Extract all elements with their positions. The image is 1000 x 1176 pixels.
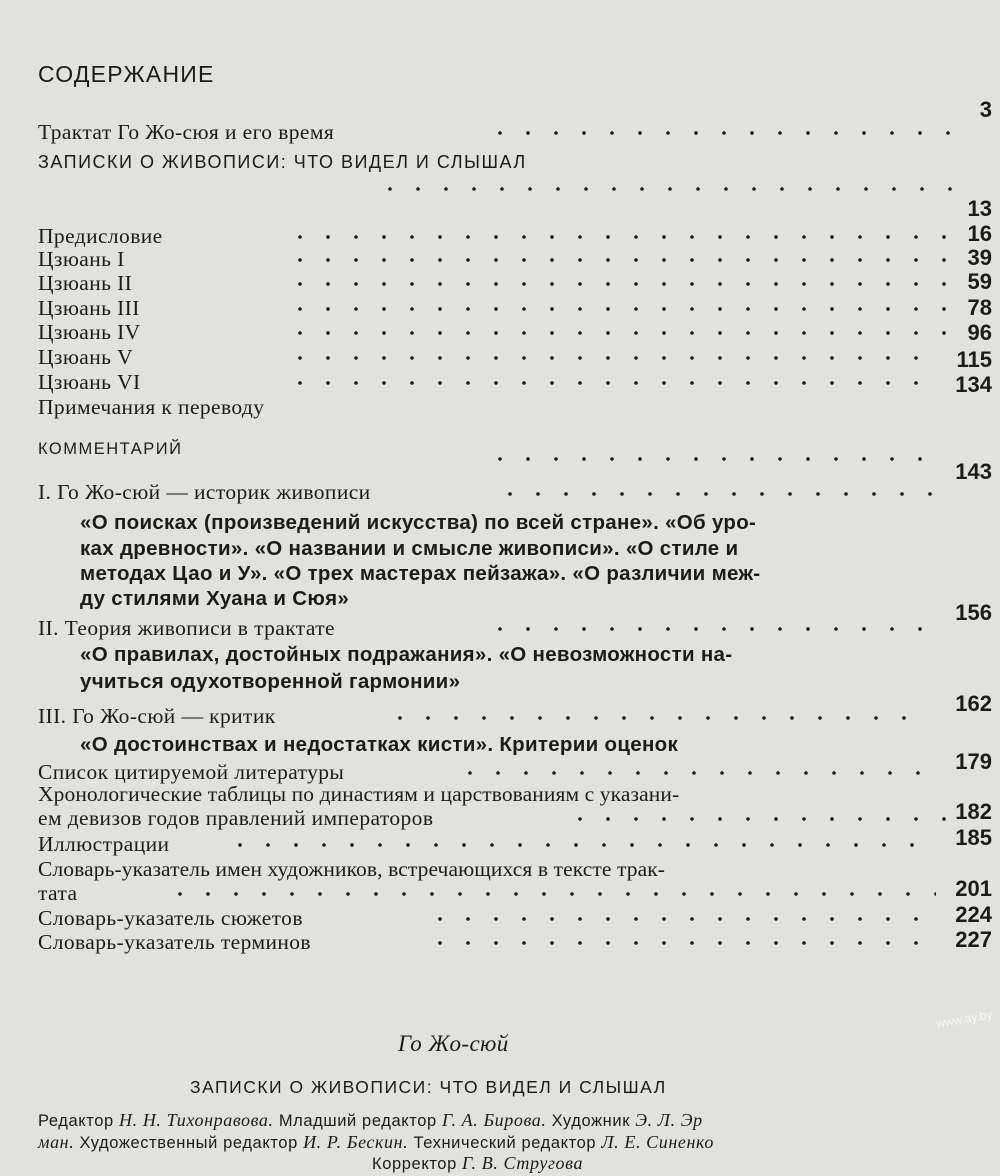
toc-page: 156 [955,600,992,625]
toc-item: Словарь-указатель терминов [38,930,311,954]
toc-page: 162 [955,691,992,716]
toc-page: 134 [955,372,992,397]
toc-item: Цзюань III [38,296,140,320]
imprint-credits-line3: Корректор Г. В. Стругова [372,1153,584,1173]
toc-item: Цзюань VI [38,370,141,394]
toc-page: 182 [955,799,992,824]
toc-page: 96 [967,320,992,345]
toc-item-cont: тата [38,881,78,905]
leader-dots [456,770,936,776]
leader-dots [286,257,956,263]
toc-page: 143 [955,459,992,484]
toc-subline: «О поисках (произведений искусства) по всей стране». «Об уро- [80,511,757,534]
toc-item: Иллюстрации [38,832,170,856]
leader-dots [166,891,936,897]
toc-page: 59 [967,269,992,294]
watermark: www.ay.by [934,1007,993,1031]
toc-page: 185 [955,825,992,850]
part-title: ЗАПИСКИ О ЖИВОПИСИ: ЧТО ВИДЕЛ И СЛЫШАЛ [38,152,527,172]
part-title-comments: КОММЕНТАРИЙ [38,440,183,458]
toc-page: 78 [967,295,992,320]
toc-page: 13 [967,196,992,221]
imprint-credits-line1: Редактор Н. Н. Тихонравова. Младший редактор Г. А. Бирова. Художник Э. Л. Эр [38,1110,703,1130]
imprint-author: Го Жо-сюй [398,1031,509,1056]
leader-dots [286,234,956,240]
toc-item: Цзюань IV [38,320,141,344]
imprint-title: ЗАПИСКИ О ЖИВОПИСИ: ЧТО ВИДЕЛ И СЛЫШАЛ [190,1077,667,1097]
toc-item-notes: Примечания к переводу [38,395,265,419]
leader-dots [486,626,926,632]
toc-item-comment: I. Го Жо-сюй — историк живописи [38,480,371,504]
leader-dots [426,916,926,922]
leader-dots [386,715,926,721]
toc-page: 179 [955,749,992,774]
toc-page: 201 [955,876,992,901]
leader-dots [286,306,956,312]
toc-page: 227 [955,927,992,952]
toc-item: Словарь-указатель имен художников, встречающихся в тексте трак- [38,857,666,881]
leader-dots [286,355,926,361]
imprint-credits-line2: ман. Художественный редактор И. Р. Бескин. Технический редактор Л. Е. Синенко [38,1132,714,1152]
toc-subline: ках древности». «О названии и смысле живописи». «О стиле и [80,537,739,560]
toc-item-preface: Предисловие [38,224,163,248]
toc-subline: методах Цао и У». «О трех мастерах пейзажа». «О различии меж- [80,562,761,585]
toc-item-comment: III. Го Жо-сюй — критик [38,704,276,728]
leader-dots [486,456,926,462]
toc-page: 16 [967,221,992,246]
toc-subline: ду стилями Хуана и Сюя» [80,587,350,610]
toc-item: Словарь-указатель сюжетов [38,906,303,930]
toc-subline: учиться одухотворенной гармонии» [80,670,461,693]
leader-dots [376,186,956,192]
toc-item: Список цитируемой литературы [38,760,345,784]
toc-item: Цзюань V [38,345,134,369]
toc-item: Цзюань II [38,271,133,295]
toc-page: 115 [956,347,992,372]
leader-dots [286,281,956,287]
leader-dots [496,491,936,497]
toc-subline: «О правилах, достойных подражания». «О невозможности на- [80,643,733,666]
leader-dots [226,842,926,848]
toc-item-comment: II. Теория живописи в трактате [38,616,335,640]
toc-item-cont: ем девизов годов правлений императоров [38,806,434,830]
toc-heading: СОДЕРЖАНИЕ [38,61,215,87]
leader-dots [286,380,926,386]
leader-dots [286,330,956,336]
toc-page: 39 [967,245,992,270]
toc-item-intro: Трактат Го Жо-сюя и его время [38,120,335,144]
toc-subline: «О достоинствах и недостатках кисти». Критерии оценок [80,733,679,756]
toc-item: Цзюань I [38,247,125,271]
toc-page-intro: 3 [979,97,992,122]
toc-page: 224 [955,902,992,927]
leader-dots [426,940,926,946]
leader-dots [486,130,956,136]
toc-item: Хронологические таблицы по династиям и царствованиям с указани- [38,782,680,806]
leader-dots [566,816,946,822]
